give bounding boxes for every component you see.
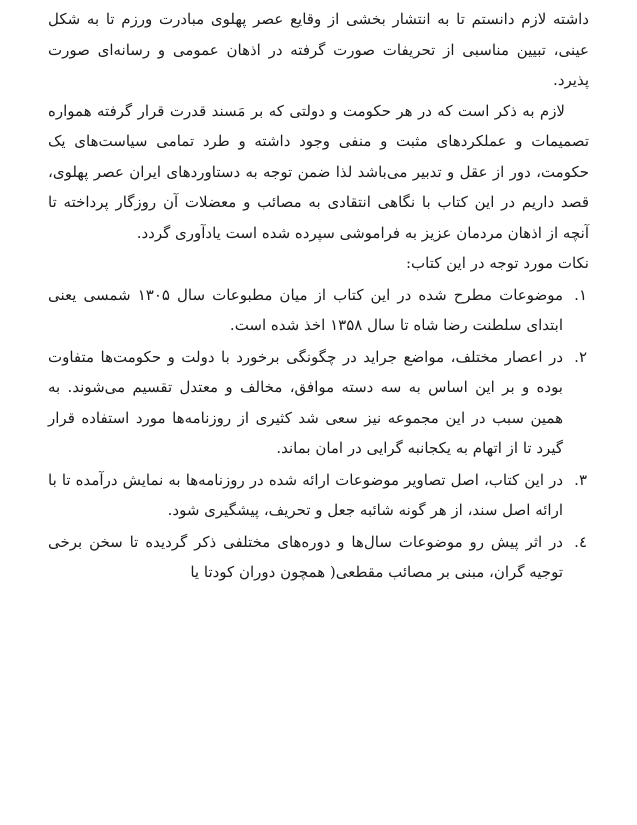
list-item	[48, 465, 589, 526]
notes-list	[48, 280, 589, 588]
list-item-number: ٤.	[574, 532, 587, 551]
list-item-text: در اثر پیش رو موضوعات سال‌ها و دوره‌های مختلفی ذکر گردیده تا سخن برخی توجیه گران، مبنی بر مصائب مقطعی( همچون دوران کودتا یا	[48, 532, 563, 581]
list-item-number: ۲.	[574, 347, 587, 366]
document-page	[48, 0, 589, 825]
list-item-text: در اعصار مختلف، مواضع جراید در چگونگی برخورد با دولت و حکومت‌ها متفاوت بوده و بر این اساس به سه دسته موافق، مخالف و معتدل تقسیم می‌شوند. به همین سبب در این مجموعه نیز سعی شد کثیری از روزنامه‌ها مورد استفاده قرار گیرد تا از اتهام به یکجانبه گرایی در امان بماند.	[48, 347, 563, 457]
list-item-number: ۱.	[574, 285, 587, 304]
paragraph-intro: داشته لازم دانستم تا به انتشار بخشی از وقایع عصر پهلوی مبادرت ورزم تا به شکل عینی، تبیین مناسبی از تحریفات صورت گرفته در اذهان عمومی و رسانه‌ای صورت پذیرد.	[48, 10, 589, 89]
list-item	[48, 527, 589, 588]
list-item	[48, 280, 589, 341]
list-item	[48, 342, 589, 464]
list-item-number: ۳.	[574, 470, 587, 489]
paragraph-main: لازم به ذکر است که در هر حکومت و دولتی که بر مَسند قدرت قرار گرفته همواره تصمیمات و عملکردهای مثبت و منفی وجود داشته و طرد تمامی سیاست‌های یک حکومت، دور از عقل و تدبیر می‌باشد لذا ضمن توجه به دستاوردهای ایران عصر پهلوی، قصد داریم در این کتاب با نگاهی انتقادی به مصائب و معضلات آن روزگار پرداخته تا آنچه از اذهان مردمان عزیز به فراموشی سپرده شده است یادآوری گردد.	[48, 101, 589, 242]
list-heading: نکات مورد توجه در این کتاب:	[405, 254, 589, 272]
list-item-text: در این کتاب، اصل تصاویر موضوعات ارائه شده در روزنامه‌ها به نمایش درآمده تا با ارائه اصل سند، از هر گونه شائبه جعل و تحریف، پیشگیری شود.	[48, 470, 563, 519]
list-item-text: موضوعات مطرح شده در این کتاب از میان مطبوعات سال ۱۳۰۵ شمسی یعنی ابتدای سلطنت رضا شاه تا سال ۱۳۵۸ اخذ شده است.	[48, 285, 563, 334]
